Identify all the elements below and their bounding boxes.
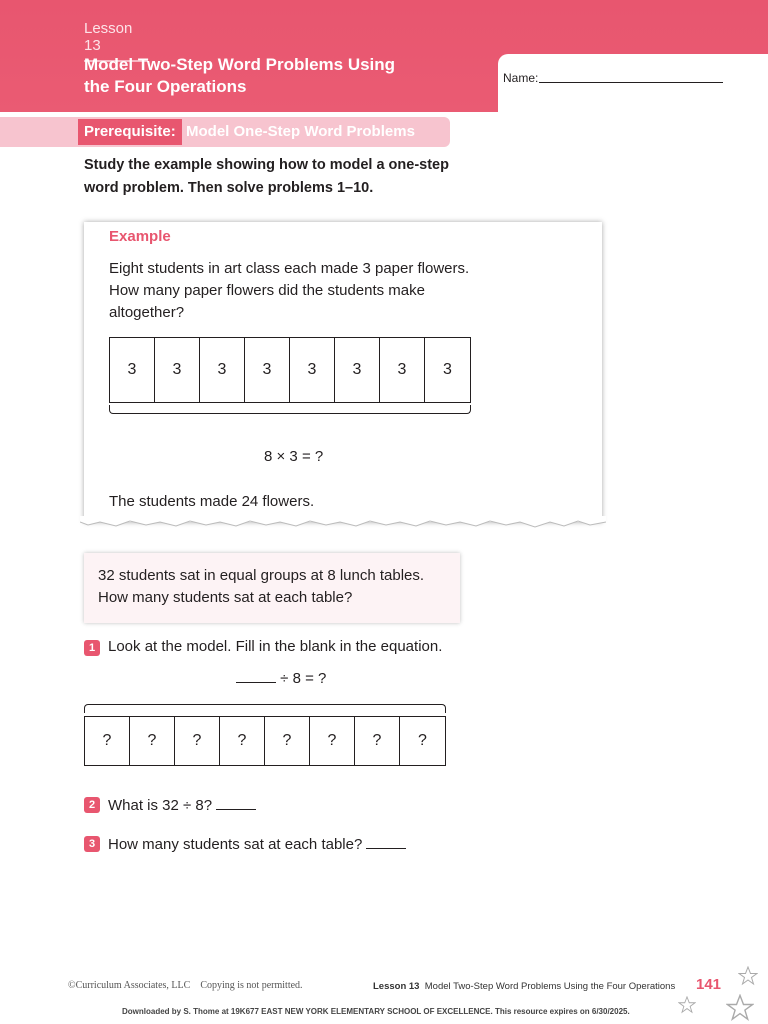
question-1-tape-diagram <box>84 716 446 766</box>
tape-cell: ? <box>220 717 265 765</box>
tape-cell: 3 <box>245 338 290 402</box>
question-2-answer-input[interactable] <box>216 795 256 810</box>
lesson-title-line1: Model Two-Step Word Problems Using <box>84 55 396 74</box>
problem-text <box>98 565 448 609</box>
footer-lesson <box>373 981 675 992</box>
example-text-line3: altogether? <box>109 304 185 321</box>
star-icon <box>738 966 758 986</box>
prerequisite-title: Model One-Step Word Problems <box>186 123 415 140</box>
intro-line2: word problem. Then solve problems 1–10. <box>84 180 374 196</box>
tape-cell: 3 <box>155 338 200 402</box>
tape-cell: 3 <box>443 361 452 378</box>
tape-cell: 3 <box>110 338 155 402</box>
question-number-3: 3 <box>84 836 100 852</box>
question-number-2: 2 <box>84 797 100 813</box>
question-1-text: Look at the model. Fill in the blank in the equation. <box>108 638 443 655</box>
question-number-1: 1 <box>84 640 100 656</box>
equation-blank-input[interactable] <box>236 668 276 683</box>
question-3-answer-input[interactable] <box>366 834 406 849</box>
intro-instructions <box>84 154 484 200</box>
example-heading: Example <box>109 228 171 245</box>
example-answer: The students made 24 flowers. <box>109 493 315 510</box>
torn-edge <box>80 516 606 530</box>
question-1-bracket <box>84 704 446 713</box>
tape-cell: 3 <box>200 338 245 402</box>
question-3 <box>108 834 406 853</box>
tape-cell: 3 <box>335 338 380 402</box>
tape-cell: ? <box>130 717 175 765</box>
intro-line1: Study the example showing how to model a one-step <box>84 157 449 173</box>
example-bracket <box>109 405 471 414</box>
question-1-equation <box>236 668 326 687</box>
name-field[interactable] <box>539 82 723 83</box>
tape-cell: 3 <box>380 338 425 402</box>
problem-line2: How many students sat at each table? <box>98 589 353 606</box>
footer-copyright <box>68 980 303 991</box>
question-2-text: What is 32 ÷ 8? <box>108 797 213 814</box>
prerequisite-tag: Prerequisite: <box>78 119 182 145</box>
tape-cell: ? <box>418 732 427 749</box>
lesson-title <box>84 54 444 98</box>
tape-cell: 3 <box>290 338 335 402</box>
example-equation: 8 × 3 = ? <box>264 448 324 465</box>
name-label: Name: <box>503 71 539 85</box>
page-number: 141 <box>696 976 722 993</box>
footer-lesson-title: Model Two-Step Word Problems Using the Four Operations <box>424 981 676 992</box>
question-3-text: How many students sat at each table? <box>108 836 363 853</box>
tape-cell: ? <box>310 717 355 765</box>
star-icon <box>726 994 754 1022</box>
tape-cell: ? <box>175 717 220 765</box>
equation-rest: ÷ 8 = ? <box>280 670 327 687</box>
tape-cell: ? <box>265 717 310 765</box>
star-icon <box>678 996 696 1014</box>
example-text-line2: How many paper flowers did the students make <box>109 282 425 299</box>
tape-cell: ? <box>85 717 130 765</box>
download-note: Downloaded by S. Thome at 19K677 EAST NEW YORK ELEMENTARY SCHOOL OF EXCELLENCE. This resource expires on 6/30/2025. <box>122 1007 630 1016</box>
footer-lesson-ref: Lesson 13 <box>373 981 420 992</box>
problem-line1: 32 students sat in equal groups at 8 lunch tables. <box>98 567 425 584</box>
copyright-text: ©Curriculum Associates, LLC <box>68 980 191 991</box>
lesson-label: Lesson 13 <box>84 20 148 62</box>
copy-note: Copying is not permitted. <box>200 980 303 991</box>
lesson-title-line2: the Four Operations <box>84 77 247 96</box>
question-2 <box>108 795 256 814</box>
tape-cell: ? <box>355 717 400 765</box>
example-text <box>109 258 489 324</box>
name-card <box>498 54 768 112</box>
example-tape-diagram <box>109 337 471 403</box>
example-text-line1: Eight students in art class each made 3 paper flowers. <box>109 260 470 277</box>
